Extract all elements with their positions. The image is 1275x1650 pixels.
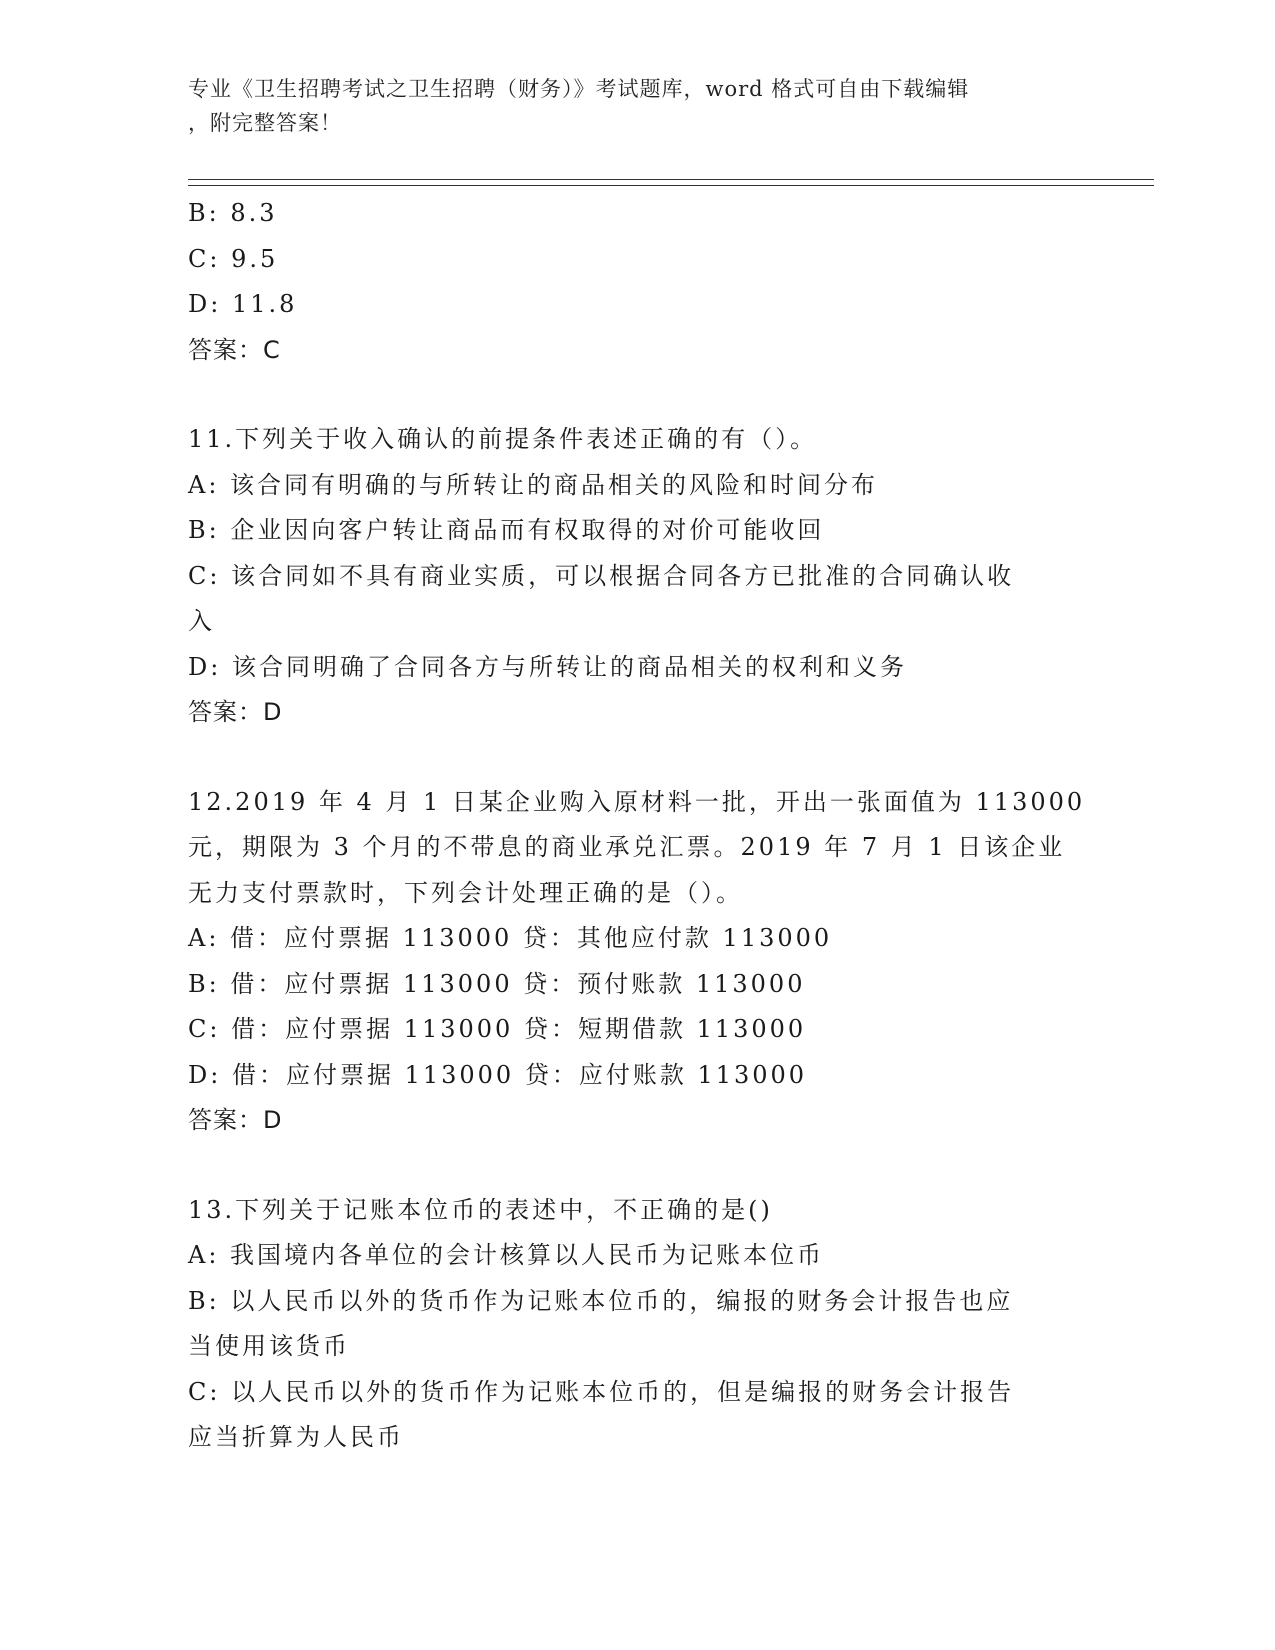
option-b: B: 以人民币以外的货币作为记账本位币的，编报的财务会计报告也应 xyxy=(188,1286,1014,1315)
header-double-rule xyxy=(188,179,1154,186)
question-stem: 11.下列关于收入确认的前提条件表述正确的有（）。 xyxy=(188,425,818,453)
question-stem: 12.2019 年 4 月 1 日某企业购入原材料一批，开出一张面值为 113000 xyxy=(188,787,1086,816)
page-header xyxy=(188,72,1068,140)
answer-line: 答案：D xyxy=(188,1106,283,1134)
answer-line: 答案：D xyxy=(188,698,283,726)
option-b: B: 8.3 xyxy=(188,199,278,227)
header-line-1: 专业《卫生招聘考试之卫生招聘（财务）》考试题库，word 格式可自由下载编辑 xyxy=(188,77,970,101)
header-line-2: ，附完整答案！ xyxy=(188,111,342,135)
spacer xyxy=(188,736,1088,780)
option-a: A: 借：应付票据 113000 贷：其他应付款 113000 xyxy=(188,924,833,952)
spacer xyxy=(188,373,1088,417)
option-a: A: 该合同有明确的与所转让的商品相关的风险和时间分布 xyxy=(188,470,879,499)
answer-line: 答案：C xyxy=(188,335,281,364)
option-b: B: 借：应付票据 113000 贷：预付账款 113000 xyxy=(188,969,806,998)
option-d: D: 借：应付票据 113000 贷：应付账款 113000 xyxy=(188,1060,808,1089)
question-12 xyxy=(188,780,1088,1144)
question-content xyxy=(188,191,1088,1461)
option-c: C: 该合同如不具有商业实质，可以根据合同各方已批准的合同确认收 xyxy=(188,561,1015,590)
question-stem-continued: 无力支付票款时，下列会计处理正确的是（）。 xyxy=(188,878,743,907)
spacer xyxy=(188,1144,1088,1188)
option-b: B: 企业因向客户转让商品而有权取得的对价可能收回 xyxy=(188,516,825,544)
question-10-remainder xyxy=(188,191,1088,373)
option-d: D: 11.8 xyxy=(188,290,298,318)
option-c: C: 9.5 xyxy=(188,244,279,273)
question-13 xyxy=(188,1188,1088,1461)
option-b-continued: 当使用该货币 xyxy=(188,1332,350,1360)
option-c: C: 以人民币以外的货币作为记账本位币的，但是编报的财务会计报告 xyxy=(188,1377,1015,1406)
question-stem: 13.下列关于记账本位币的表述中，不正确的是() xyxy=(188,1195,773,1224)
option-c-continued: 应当折算为人民币 xyxy=(188,1423,404,1451)
option-d: D: 该合同明确了合同各方与所转让的商品相关的权利和义务 xyxy=(188,652,907,681)
option-a: A: 我国境内各单位的会计核算以人民币为记账本位币 xyxy=(188,1241,825,1269)
option-c: C: 借：应付票据 113000 贷：短期借款 113000 xyxy=(188,1015,807,1043)
option-c-continued: 入 xyxy=(188,607,215,635)
question-stem-continued: 元，期限为 3 个月的不带息的商业承兑汇票。2019 年 7 月 1 日该企业 xyxy=(188,833,1066,861)
question-11 xyxy=(188,417,1088,736)
